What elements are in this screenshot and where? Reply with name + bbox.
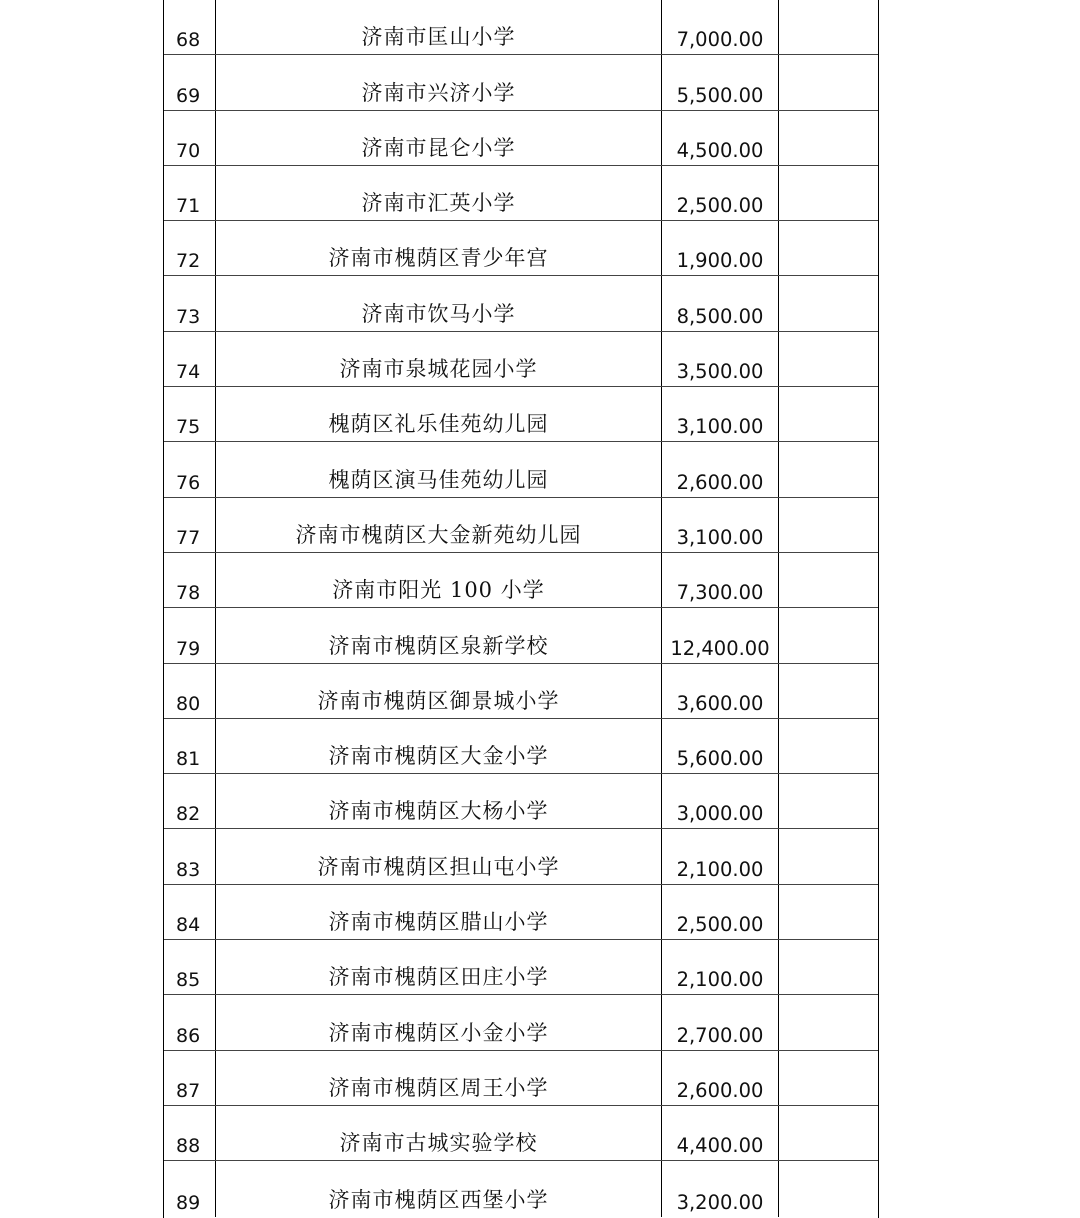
school-name: 槐荫区演马佳苑幼儿园 <box>216 442 662 496</box>
school-name: 济南市槐荫区御景城小学 <box>216 664 662 718</box>
amount: 4,400.00 <box>662 1106 779 1160</box>
amount: 2,100.00 <box>662 829 779 883</box>
note <box>779 829 878 883</box>
amount: 5,600.00 <box>662 719 779 773</box>
amount: 2,600.00 <box>662 442 779 496</box>
table-row <box>164 498 878 553</box>
note <box>779 940 878 994</box>
amount: 1,900.00 <box>662 221 779 275</box>
note <box>779 111 878 165</box>
note <box>779 719 878 773</box>
school-name: 济南市兴济小学 <box>216 55 662 109</box>
donation-table <box>163 0 879 1218</box>
note <box>779 995 878 1049</box>
table-row <box>164 55 878 110</box>
row-number: 88 <box>164 1106 216 1160</box>
note <box>779 442 878 496</box>
row-number: 70 <box>164 111 216 165</box>
note <box>779 387 878 441</box>
row-number: 89 <box>164 1161 216 1216</box>
school-name: 济南市饮马小学 <box>216 276 662 330</box>
row-number: 69 <box>164 55 216 109</box>
amount: 3,100.00 <box>662 498 779 552</box>
amount: 12,400.00 <box>662 608 779 662</box>
note <box>779 608 878 662</box>
school-name: 济南市槐荫区周王小学 <box>216 1051 662 1105</box>
table-row <box>164 664 878 719</box>
table-row <box>164 553 878 608</box>
row-number: 75 <box>164 387 216 441</box>
note <box>779 221 878 275</box>
table-row <box>164 166 878 221</box>
school-name: 济南市古城实验学校 <box>216 1106 662 1160</box>
note <box>779 1161 878 1216</box>
row-number: 81 <box>164 719 216 773</box>
table-row <box>164 829 878 884</box>
table-row <box>164 885 878 940</box>
row-number: 72 <box>164 221 216 275</box>
row-number: 84 <box>164 885 216 939</box>
amount: 2,100.00 <box>662 940 779 994</box>
note <box>779 1051 878 1105</box>
table-row <box>164 332 878 387</box>
table-row <box>164 1161 878 1216</box>
school-name: 济南市阳光 100 小学 <box>216 553 662 607</box>
table-row <box>164 608 878 663</box>
school-name: 济南市泉城花园小学 <box>216 332 662 386</box>
row-number: 74 <box>164 332 216 386</box>
school-name: 济南市昆仑小学 <box>216 111 662 165</box>
amount: 3,600.00 <box>662 664 779 718</box>
table-row <box>164 387 878 442</box>
note <box>779 1106 878 1160</box>
table-row <box>164 0 878 55</box>
school-name: 济南市槐荫区西堡小学 <box>216 1161 662 1216</box>
table-row <box>164 774 878 829</box>
school-name: 济南市槐荫区泉新学校 <box>216 608 662 662</box>
table-row <box>164 111 878 166</box>
school-name: 济南市槐荫区田庄小学 <box>216 940 662 994</box>
note <box>779 774 878 828</box>
amount: 2,600.00 <box>662 1051 779 1105</box>
amount: 3,000.00 <box>662 774 779 828</box>
note <box>779 664 878 718</box>
amount: 7,000.00 <box>662 0 779 54</box>
note <box>779 0 878 54</box>
amount: 5,500.00 <box>662 55 779 109</box>
school-name: 济南市槐荫区大金小学 <box>216 719 662 773</box>
amount: 3,200.00 <box>662 1161 779 1216</box>
table-body <box>164 0 878 1217</box>
school-name: 济南市槐荫区大杨小学 <box>216 774 662 828</box>
table-row <box>164 719 878 774</box>
note <box>779 553 878 607</box>
note <box>779 276 878 330</box>
row-number: 82 <box>164 774 216 828</box>
table-row <box>164 276 878 331</box>
row-number: 78 <box>164 553 216 607</box>
row-number: 73 <box>164 276 216 330</box>
row-number: 68 <box>164 0 216 54</box>
row-number: 87 <box>164 1051 216 1105</box>
row-number: 71 <box>164 166 216 220</box>
school-name: 济南市槐荫区小金小学 <box>216 995 662 1049</box>
table-row <box>164 1106 878 1161</box>
table-row <box>164 1051 878 1106</box>
school-name: 济南市槐荫区大金新苑幼儿园 <box>216 498 662 552</box>
school-name: 济南市槐荫区担山屯小学 <box>216 829 662 883</box>
table-row <box>164 940 878 995</box>
note <box>779 332 878 386</box>
row-number: 79 <box>164 608 216 662</box>
amount: 3,100.00 <box>662 387 779 441</box>
note <box>779 166 878 220</box>
school-name: 济南市槐荫区青少年宫 <box>216 221 662 275</box>
row-number: 77 <box>164 498 216 552</box>
row-number: 85 <box>164 940 216 994</box>
table-row <box>164 221 878 276</box>
table-row <box>164 995 878 1050</box>
amount: 4,500.00 <box>662 111 779 165</box>
row-number: 83 <box>164 829 216 883</box>
amount: 2,700.00 <box>662 995 779 1049</box>
row-number: 86 <box>164 995 216 1049</box>
school-name: 济南市槐荫区腊山小学 <box>216 885 662 939</box>
amount: 2,500.00 <box>662 166 779 220</box>
school-name: 济南市汇英小学 <box>216 166 662 220</box>
school-name: 槐荫区礼乐佳苑幼儿园 <box>216 387 662 441</box>
amount: 3,500.00 <box>662 332 779 386</box>
note <box>779 55 878 109</box>
amount: 8,500.00 <box>662 276 779 330</box>
row-number: 80 <box>164 664 216 718</box>
amount: 2,500.00 <box>662 885 779 939</box>
row-number: 76 <box>164 442 216 496</box>
note <box>779 885 878 939</box>
table-row <box>164 442 878 497</box>
amount: 7,300.00 <box>662 553 779 607</box>
school-name: 济南市匡山小学 <box>216 0 662 54</box>
note <box>779 498 878 552</box>
